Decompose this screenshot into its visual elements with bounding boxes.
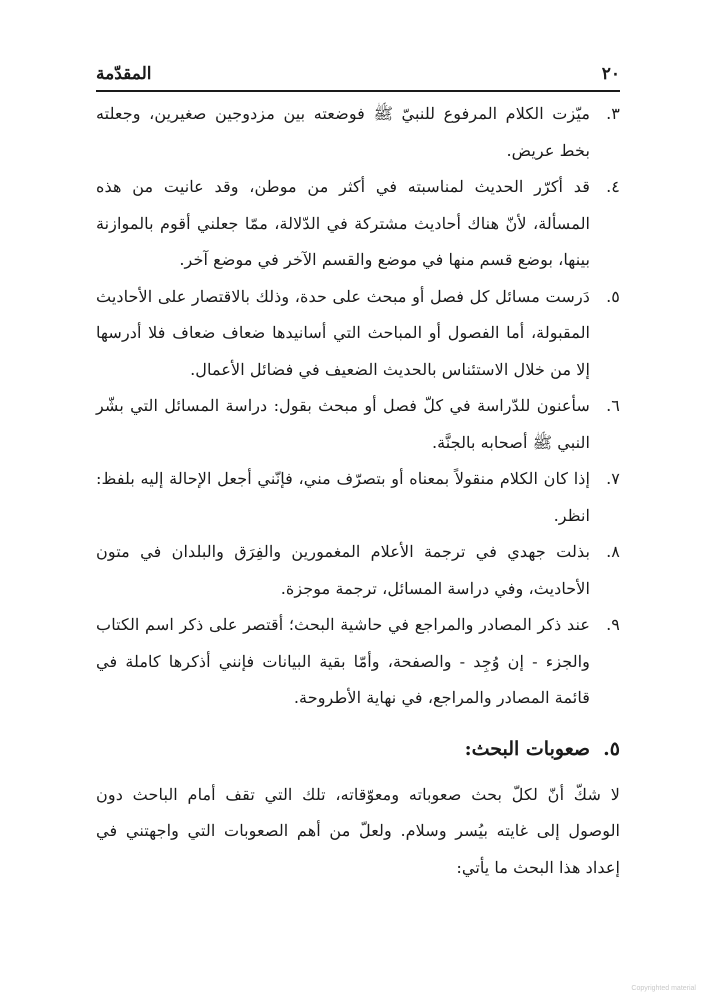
list-item [96,279,620,389]
list-item-text: ميّزت الكلام المرفوع للنبيّ ﷺ فوضعته بين مزدوجين صغيرين، وجعلته بخط عريض. [96,104,590,160]
chapter-title: المقدّمة [96,64,152,84]
list-item-number: ٩. [606,615,620,634]
list-item [96,461,620,534]
copyright-watermark: Copyrighted material [631,985,696,992]
list-item [96,607,620,717]
list-item-number: ٨. [606,542,620,561]
list-item [96,96,620,169]
list-item-text: عند ذكر المصادر والمراجع في حاشية البحث؛ أقتصر على ذكر اسم الكتاب والجزء - إن وُجِد - والصفحة، وأمّا بقية البيانات فإنني أذكرها كاملة في قائمة المصادر والمراجع، في نهاية الأطروحة. [96,615,590,707]
list-item [96,534,620,607]
list-item-text: إذا كان الكلام منقولاً بمعناه أو بتصرّف مني، فإنّني أجعل الإحالة إليه بلفظ: انظر. [96,469,590,525]
list-item [96,169,620,279]
list-item-number: ٧. [606,469,620,488]
list-item-number: ٤. [606,177,620,196]
page-body [96,96,620,886]
list-item-text: قد أكرّر الحديث لمناسبته في أكثر من موطن، وقد عانيت من هذه المسألة، لأنّ هناك أحاديث مشتركة في الدّلالة، ممّا جعلني أقوم بالموازنة بينها، بوضع قسم منها في موضع والقسم الآخر في موضع آخر. [96,177,590,269]
body-paragraph: لا شكّ أنّ لكلّ بحث صعوباته ومعوّقاته، تلك التي تقف أمام الباحث دون الوصول إلى غايته بيُسر وسلام. ولعلّ من أهم الصعوبات التي واجهتني في إعداد هذا البحث ما يأتي: [96,784,620,877]
list-item-number: ٥. [606,286,620,306]
list-item [96,388,620,461]
list-item-number: ٣. [606,104,620,123]
section-title-text: صعوبات البحث: [464,737,590,760]
list-item-text: سأعنون للدّراسة في كلّ فصل أو مبحث بقول: دراسة المسائل التي بشّر النبي ﷺ أصحابه بالجنَّة. [96,396,590,452]
section-heading [96,731,620,767]
list-item-text: بذلت جهدي في ترجمة الأعلام المغمورين والفِرَق والبلدان في متون الأحاديث، وفي دراسة المسائل، ترجمة موجزة. [96,542,590,598]
page-number: ٢٠ [601,64,620,84]
running-header [96,60,620,92]
list-item-number: ٦. [606,396,620,415]
list-item-text: دَرست مسائل كل فصل أو مبحث على حدة، وذلك بالاقتصار على الأحاديث المقبولة، أما الفصول أو المباحث التي أسانيدها ضعاف ضعاف فلا أدرسها إلا من خلال الاستئناس بالحديث الضعيف في فضائل الأعمال. [96,286,590,379]
section-number: ٥. [603,737,620,760]
